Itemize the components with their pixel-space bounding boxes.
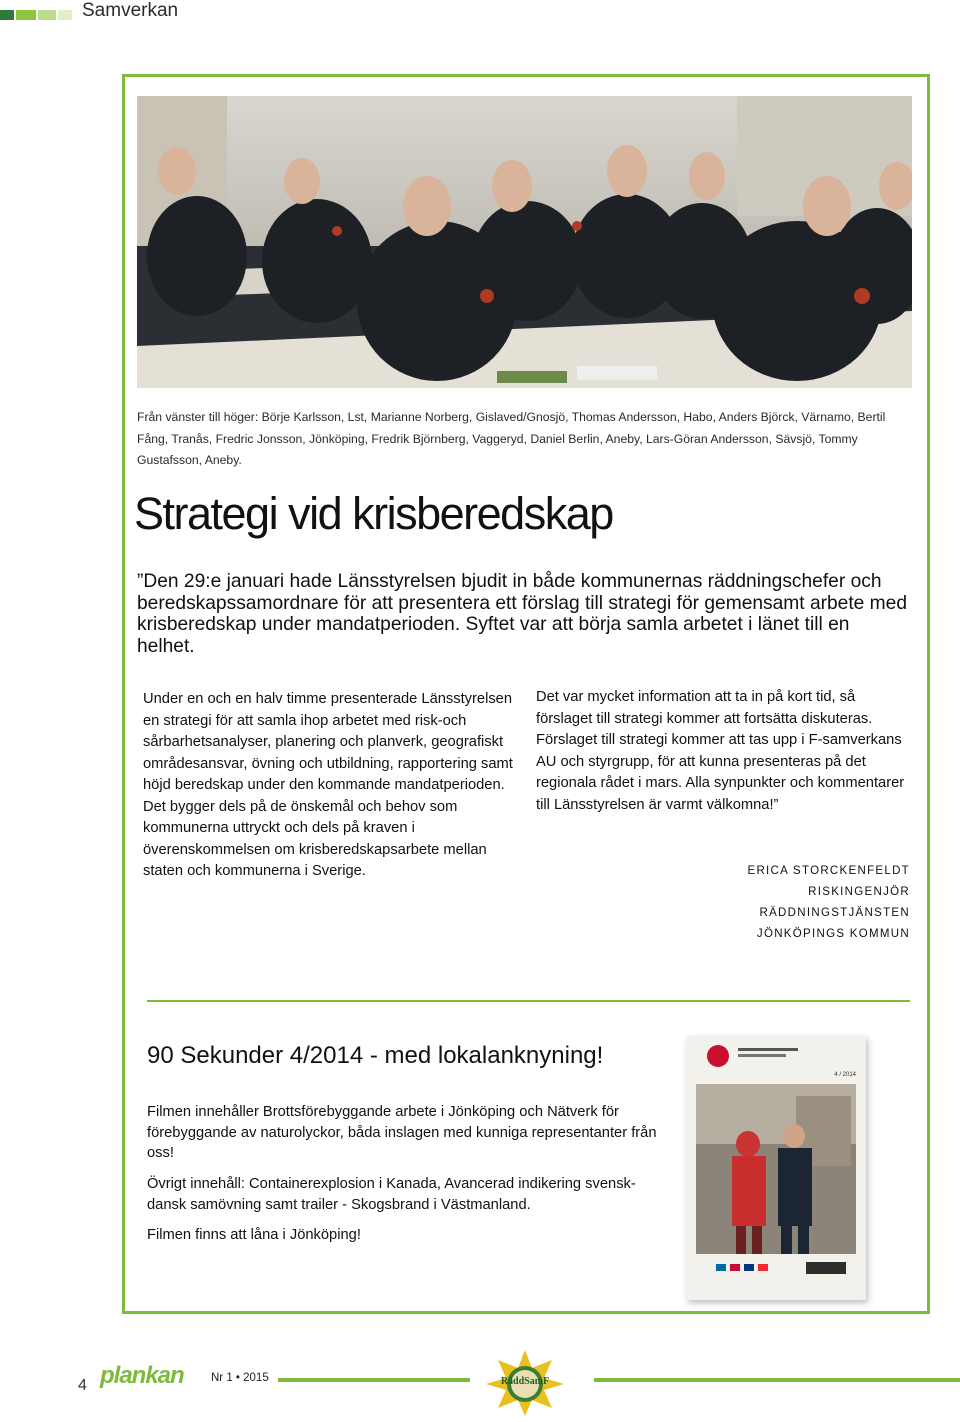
cover-issue-label: 4 / 2014	[834, 1072, 856, 1078]
group-photo	[137, 96, 912, 388]
issue-label: Nr 1 • 2015	[211, 1372, 269, 1384]
dvd-cover-image	[686, 1036, 866, 1300]
author-signature	[747, 861, 910, 945]
photo-caption: Från vänster till höger: Börje Karlsson, Lst, Marianne Norberg, Gislaved/Gnosjö, Thomas Andersson, Habo, Anders Björck, Värnamo, Bertil Fång, Tranås, Fredric Jonsson, Jönköping, Fredrik Björnberg, Vaggeryd, Daniel Berlin, Aneby, Lars-Göran Andersson, Sävsjö, Tommy Gustafsson, Aneby.	[137, 410, 886, 467]
author-organization: JÖNKÖPINGS KOMMUN	[756, 928, 910, 940]
color-tab	[38, 10, 56, 20]
film-title: 90 Sekunder 4/2014 - med lokalanknyning!	[147, 1042, 604, 1069]
page-number: 4	[78, 1377, 87, 1394]
author-name: ERICA STORCKENFELDT	[747, 865, 910, 877]
article-body-right: Det var mycket information att ta in på kort tid, så förslaget till strategi kommer att fortsätta diskuteras. Förslaget till strategi kommer att tas upp i F-samverkans AU och styrgrupp, för att kunna presenteras på det regionala rådet i mars. Alla synpunkter och kommentarer till Länsstyrelsen är varmt välkomna!”	[536, 689, 905, 813]
section-label: Samverkan	[82, 0, 179, 21]
film-paragraph: Övrigt innehåll: Containerexplosion i Kanada, Avancerad indikering svensk-dansk samövning samt trailer - Skogsbrand i Västmanland.	[147, 1176, 636, 1213]
color-tab	[0, 10, 14, 20]
meeting-photo-illustration	[137, 96, 912, 388]
article-title: Strategi vid krisberedskap	[134, 488, 613, 539]
article-lead: ”Den 29:e januari hade Länsstyrelsen bjudit in både kommunernas räddningschefer och beredskapssamordnare för att presentera ett förslag till strategi för gemensamt arbete med krisberedskap under mandatperioden. Syftet var att börja samla arbetet i länet till en helhet.	[137, 571, 908, 657]
section-divider	[147, 1000, 910, 1002]
film-paragraph: Filmen innehåller Brottsförebyggande arbete i Jönköping och Nätverk för förebyggande av naturolyckor, båda inslagen med kunniga representanter från oss!	[147, 1104, 657, 1161]
author-role: RISKINGENJÖR	[808, 886, 910, 898]
color-tab	[16, 10, 36, 20]
plankan-logo: plankan	[100, 1362, 184, 1389]
author-department: RÄDDNINGSTJÄNSTEN	[759, 907, 910, 919]
footer-rule	[278, 1378, 470, 1382]
raddsamf-badge	[472, 1348, 578, 1418]
section-color-tabs	[0, 10, 72, 20]
article-body-left: Under en och en halv timme presenterade Länsstyrelsen en strategi för att samla ihop arbetet med risk-och sårbarhetsanalyser, planering och planverk, geografiskt områdesansvar, övning och utbildning, rapportering samt höjd beredskap under den kommande mandatperioden. Det bygger dels på de önskemål och behov som kommunerna uttryckt och dels på kraven i överenskommelsen om krisberedskapsarbete mellan staten och kommunerna i Sverige.	[143, 691, 513, 879]
badge-label: RäddSamF	[500, 1376, 550, 1387]
film-paragraph: Filmen finns att låna i Jönköping!	[147, 1227, 361, 1243]
color-tab	[58, 10, 72, 20]
footer-rule	[594, 1378, 960, 1382]
